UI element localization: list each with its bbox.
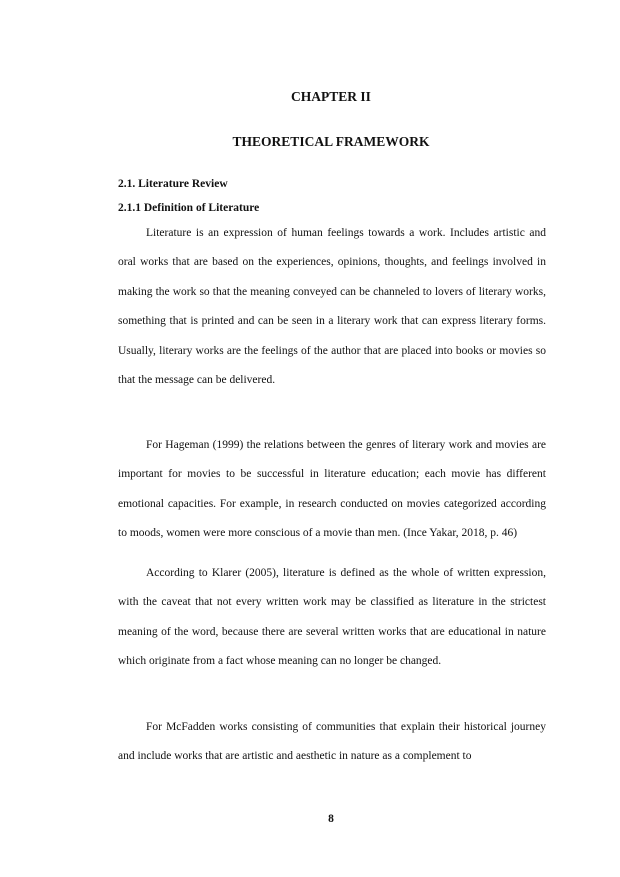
subsection-heading-definition: 2.1.1 Definition of Literature (118, 202, 260, 214)
page-number: 8 (328, 813, 334, 825)
paragraph-3: According to Klarer (2005), literature is defined as the whole of written expression, with the caveat that not every written work may be classified as literature in the strictest meaning of the word, because there are several written works that are educational in nature which originate from a fact whose meaning can no longer be changed. (118, 567, 546, 668)
paragraph-4: For McFadden works consisting of communities that explain their historical journey and include works that are artistic and aesthetic in nature as a complement to (118, 721, 546, 763)
paragraph-2: For Hageman (1999) the relations between the genres of literary work and movies are important for movies to be successful in literature education; each movie has different emotional capacities. For example, in research conducted on movies categorized according to moods, women were more conscious of a movie than men. (Ince Yakar, 2018, p. 46) (118, 439, 546, 540)
chapter-title: THEORETICAL FRAMEWORK (232, 134, 430, 149)
chapter-label: CHAPTER II (291, 89, 371, 104)
paragraph-1: Literature is an expression of human feelings towards a work. Includes artistic and oral works that are based on the experiences, opinions, thoughts, and feelings involved in making the work so that the meaning conveyed can be channeled to lovers of literary works, something that is printed and can be seen in a literary work that can express literary forms. Usually, literary works are the feelings of the author that are placed into books or movies so that the message can be delivered. (118, 227, 546, 387)
section-heading-literature-review: 2.1. Literature Review (118, 178, 228, 190)
